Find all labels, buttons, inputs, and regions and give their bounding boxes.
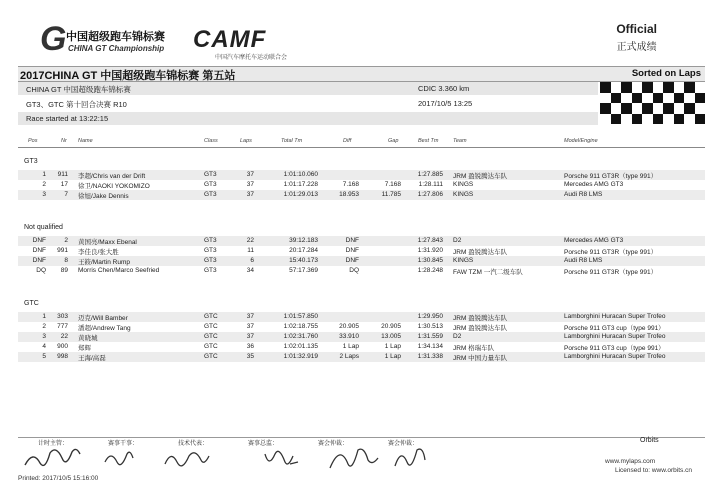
cell-laps: 37 <box>246 191 254 198</box>
cell-model: Porsche 911 GT3 cup（type 991） <box>564 325 665 332</box>
flag-square <box>632 82 643 93</box>
cell-gap: 13.005 <box>381 333 401 340</box>
info-row <box>18 112 598 125</box>
cell-name: 王海/高磊 <box>78 355 106 362</box>
cell-class: GT3 <box>204 181 217 188</box>
series-logo-en: CHINA GT Championship <box>68 44 165 53</box>
cell-diff: DNF <box>345 257 359 264</box>
cell-pos: DQ <box>36 267 46 274</box>
cell-gap: 7.168 <box>384 181 401 188</box>
cell-name: 李佳良/张大胜 <box>78 249 119 256</box>
cell-gap: 11.785 <box>381 191 401 198</box>
flag-square <box>653 93 664 104</box>
flag-square <box>695 93 706 104</box>
table-row <box>18 236 705 246</box>
cell-pos: 2 <box>42 323 46 330</box>
flag-square <box>684 114 695 125</box>
signature-stroke <box>395 449 425 466</box>
cell-diff: 1 Lap <box>342 343 359 350</box>
cell-diff: 7.168 <box>342 181 359 188</box>
orbits-label: Orbits <box>640 437 659 444</box>
cell-team: JRM 中国力量车队 <box>453 355 508 362</box>
cell-name: 王筱/Martin Rump <box>78 259 131 266</box>
col-total: Total Tm <box>281 138 303 144</box>
camf-logo-text: CAMF <box>193 26 267 53</box>
flag-square <box>600 93 611 104</box>
flag-square <box>684 82 695 93</box>
cell-team: JRM 盈锐腾达车队 <box>453 249 508 256</box>
cell-nr: 998 <box>57 353 68 360</box>
flag-square <box>663 82 674 93</box>
cell-total: 57:17.369 <box>289 267 318 274</box>
cell-diff: 20.905 <box>339 323 359 330</box>
cell-nr: 2 <box>64 237 68 244</box>
table-row <box>18 352 705 362</box>
cell-best: 1:31.920 <box>417 247 443 254</box>
cell-name: Morris Chen/Marco Seefried <box>78 267 160 274</box>
cell-name: 迈克/Will Bamber <box>78 315 128 322</box>
cell-gap: 20.905 <box>381 323 401 330</box>
cell-total: 1:02:31.760 <box>283 333 318 340</box>
cell-diff: DNF <box>345 247 359 254</box>
cell-team: D2 <box>453 333 462 340</box>
orbits-license: Licensed to: www.orbits.cn <box>615 467 692 474</box>
section-label-nq: Not qualified <box>24 224 63 231</box>
cell-laps: 37 <box>246 333 254 340</box>
cell-model: Lamborghini Huracan Super Trofeo <box>564 333 666 340</box>
cell-best: 1:30.513 <box>417 323 443 330</box>
flag-square <box>663 103 674 114</box>
col-model: Model/Engine <box>564 138 598 144</box>
cell-laps: 37 <box>246 323 254 330</box>
info-row <box>18 82 598 95</box>
sort-label: Sorted on Laps <box>631 68 701 79</box>
flag-square <box>621 114 632 125</box>
cell-model: Mercedes AMG GT3 <box>564 181 624 188</box>
flag-square <box>684 93 695 104</box>
cell-nr: 777 <box>57 323 68 330</box>
cell-total: 20:17.284 <box>289 247 318 254</box>
series-name: CHINA GT 中国超级跑车锦标赛 <box>26 85 131 94</box>
cell-pos: 4 <box>42 343 46 350</box>
cell-total: 39:12.183 <box>289 237 318 244</box>
flag-square <box>611 82 622 93</box>
flag-square <box>642 103 653 114</box>
flag-square <box>653 114 664 125</box>
signature-label: 技术代表： <box>178 441 209 447</box>
cell-gap: 1 Lap <box>384 343 401 350</box>
cell-nr: 900 <box>57 343 68 350</box>
cell-total: 1:02:18.755 <box>283 323 318 330</box>
cell-laps: 34 <box>246 267 254 274</box>
title-bar <box>18 66 705 82</box>
cell-pos: 1 <box>42 313 46 320</box>
cell-best: 1:27.843 <box>417 237 443 244</box>
cell-name: 郑辉 <box>78 345 91 352</box>
official-en: Official <box>616 22 657 36</box>
cell-laps: 36 <box>246 343 254 350</box>
signature-label: 赛会仲裁： <box>388 441 419 447</box>
printed-timestamp: Printed: 2017/10/5 15:16:00 <box>18 475 99 482</box>
flag-square <box>674 103 685 114</box>
cell-pos: DNF <box>32 257 46 264</box>
flag-square <box>621 82 632 93</box>
camf-logo-sub: 中国汽车摩托车运动联合会 <box>215 55 288 61</box>
table-row <box>18 322 705 332</box>
official-stamp <box>616 22 657 53</box>
cell-gap: 1 Lap <box>384 353 401 360</box>
flag-square <box>642 82 653 93</box>
cell-team: D2 <box>453 237 462 244</box>
cell-nr: 17 <box>60 181 68 188</box>
cell-diff: DQ <box>349 267 359 274</box>
flag-square <box>674 82 685 93</box>
cell-nr: 911 <box>57 171 68 178</box>
cell-team: JRM 格瑞车队 <box>453 345 495 352</box>
cell-laps: 37 <box>246 171 254 178</box>
cell-name: 黄晓城 <box>78 335 98 342</box>
flag-square <box>642 114 653 125</box>
cell-model: Porsche 911 GT3 cup（type 991） <box>564 345 665 352</box>
signature-label: 赛事干事： <box>108 441 139 447</box>
signature-stroke <box>265 451 298 464</box>
cell-best: 1:30.845 <box>417 257 443 264</box>
cell-total: 1:01:17.228 <box>283 181 318 188</box>
cell-nr: 303 <box>57 313 68 320</box>
flag-square <box>632 93 643 104</box>
flag-square <box>621 93 632 104</box>
cell-diff: DNF <box>345 237 359 244</box>
signature-stroke <box>165 453 209 466</box>
cell-best: 1:31.338 <box>417 353 443 360</box>
cell-team: JRM 盈锐腾达车队 <box>453 173 508 180</box>
flag-square <box>674 93 685 104</box>
col-laps: Laps <box>240 138 252 144</box>
signature-stroke <box>25 449 80 465</box>
col-gap: Gap <box>388 138 399 144</box>
table-row <box>18 342 705 352</box>
col-pos: Pos <box>28 138 38 144</box>
cell-laps: 35 <box>246 353 254 360</box>
cell-nr: 89 <box>60 267 68 274</box>
session-info <box>18 82 598 127</box>
flag-square <box>684 103 695 114</box>
col-best: Best Tm <box>418 138 439 144</box>
cell-model: Porsche 911 GT3R（type 991） <box>564 269 658 276</box>
flag-square <box>695 82 706 93</box>
cell-best: 1:34.134 <box>417 343 443 350</box>
camf-logo <box>185 22 295 62</box>
cell-laps: 11 <box>247 247 254 254</box>
signature-stroke <box>105 452 133 464</box>
cell-team: KINGS <box>453 257 474 264</box>
flag-square <box>695 114 706 125</box>
table-row <box>18 332 705 342</box>
cell-class: GT3 <box>204 171 217 178</box>
cell-model: Porsche 911 GT3R（type 991） <box>564 173 658 180</box>
col-team: Team <box>453 138 467 144</box>
flag-square <box>632 114 643 125</box>
cell-total: 1:01:57.850 <box>283 313 318 320</box>
flag-square <box>674 114 685 125</box>
col-name: Name <box>78 138 93 144</box>
table-row <box>18 266 705 276</box>
table-row <box>18 170 705 180</box>
series-logo-mark: G <box>40 20 67 58</box>
cell-total: 1:02:01.135 <box>283 343 318 350</box>
checkered-flag <box>600 82 705 124</box>
cell-pos: 1 <box>42 171 46 178</box>
table-row <box>18 246 705 256</box>
cell-class: GTC <box>204 313 218 320</box>
cell-diff: 33.910 <box>339 333 359 340</box>
column-header <box>18 137 705 148</box>
cell-team: KINGS <box>453 191 474 198</box>
cell-nr: 7 <box>64 191 68 198</box>
cell-best: 1:27.885 <box>417 171 443 178</box>
flag-square <box>632 103 643 114</box>
cell-model: Mercedes AMG GT3 <box>564 237 624 244</box>
cell-name: 潘超/Andrew Tang <box>78 325 131 332</box>
cell-name: 李超/Chris van der Drift <box>78 173 146 180</box>
cell-name: 徐卫/NAOKI YOKOMIZO <box>78 183 150 190</box>
cell-laps: 6 <box>250 257 254 264</box>
flag-square <box>695 103 706 114</box>
cell-model: Audi R8 LMS <box>564 191 603 198</box>
cell-total: 15:40.173 <box>289 257 318 264</box>
cell-nr: 8 <box>64 257 68 264</box>
signature-label: 赛事总监： <box>248 441 279 447</box>
cell-team: KINGS <box>453 181 474 188</box>
cell-class: GT3 <box>204 191 217 198</box>
cell-class: GT3 <box>204 237 217 244</box>
col-nr: Nr <box>61 138 67 144</box>
cell-nr: 22 <box>60 333 68 340</box>
flag-square <box>600 103 611 114</box>
cell-pos: 5 <box>42 353 46 360</box>
signature-label: 赛会仲裁： <box>318 441 349 447</box>
flag-square <box>611 103 622 114</box>
cell-nr: 991 <box>57 247 68 254</box>
official-cn: 正式成绩 <box>616 42 657 53</box>
cell-class: GT3 <box>204 247 217 254</box>
signature-label: 计时主管： <box>38 441 69 447</box>
cell-total: 1:01:10.060 <box>283 171 318 178</box>
cell-pos: DNF <box>32 247 46 254</box>
flag-square <box>663 93 674 104</box>
cell-pos: 3 <box>42 191 46 198</box>
flag-square <box>600 82 611 93</box>
cell-class: GTC <box>204 323 218 330</box>
series-logo-cn: 中国超级跑车锦标赛 <box>66 31 165 43</box>
cell-total: 1:01:32.919 <box>283 353 318 360</box>
cell-team: JRM 盈锐腾达车队 <box>453 325 508 332</box>
cell-best: 1:29.950 <box>417 313 443 320</box>
signature-stroke <box>330 449 378 468</box>
cell-model: Porsche 911 GT3R（type 991） <box>564 249 658 256</box>
cell-laps: 37 <box>246 181 254 188</box>
table-row <box>18 190 705 200</box>
cell-class: GT3 <box>204 257 217 264</box>
cell-model: Audi R8 LMS <box>564 257 603 264</box>
cell-name: 徐旭/Jake Dennis <box>78 193 129 200</box>
session-date: 2017/10/5 13:25 <box>418 99 473 108</box>
flag-square <box>611 114 622 125</box>
cell-name: 黄国亮/Maxx Ebenal <box>78 239 137 246</box>
table-row <box>18 180 705 190</box>
cell-model: Lamborghini Huracan Super Trofeo <box>564 313 666 320</box>
circuit: CDIC 3.360 km <box>418 84 470 93</box>
race-started: Race started at 13:22:15 <box>26 114 109 123</box>
info-row <box>18 97 598 110</box>
flag-square <box>621 103 632 114</box>
cell-pos: 2 <box>42 181 46 188</box>
handwritten-signatures <box>20 440 440 478</box>
cell-diff: 2 Laps <box>339 353 359 360</box>
cell-pos: DNF <box>32 237 46 244</box>
cell-best: 1:28.248 <box>417 267 443 274</box>
flag-square <box>663 114 674 125</box>
cell-team: JRM 盈锐腾达车队 <box>453 315 508 322</box>
cell-team: FAW TZM 一汽二级车队 <box>453 269 523 276</box>
section-label-gtc: GTC <box>24 300 39 307</box>
cell-class: GTC <box>204 353 218 360</box>
col-diff: Diff <box>343 138 352 144</box>
col-class: Class <box>204 138 218 144</box>
section-label-gt3: GT3 <box>24 158 38 165</box>
cell-total: 1:01:29.013 <box>283 191 318 198</box>
cell-class: GTC <box>204 333 218 340</box>
cell-best: 1:28.111 <box>418 181 443 188</box>
cell-best: 1:27.806 <box>417 191 443 198</box>
cell-laps: 22 <box>246 237 254 244</box>
flag-square <box>653 82 664 93</box>
flag-square <box>642 93 653 104</box>
flag-square <box>611 93 622 104</box>
session-name: GT3、GTC 第十回合决赛 R10 <box>26 100 127 109</box>
event-title: 2017CHINA GT 中国超级跑车锦标赛 第五站 <box>20 70 236 82</box>
cell-model: Lamborghini Huracan Super Trofeo <box>564 353 666 360</box>
cell-laps: 37 <box>246 313 254 320</box>
flag-square <box>600 114 611 125</box>
flag-square <box>653 103 664 114</box>
table-row <box>18 256 705 266</box>
cell-best: 1:31.559 <box>417 333 443 340</box>
series-logo <box>40 22 190 62</box>
cell-class: GT3 <box>204 267 217 274</box>
cell-class: GTC <box>204 343 218 350</box>
mylaps-url: www.mylaps.com <box>605 458 656 465</box>
table-row <box>18 312 705 322</box>
cell-diff: 18.953 <box>339 191 359 198</box>
cell-pos: 3 <box>42 333 46 340</box>
